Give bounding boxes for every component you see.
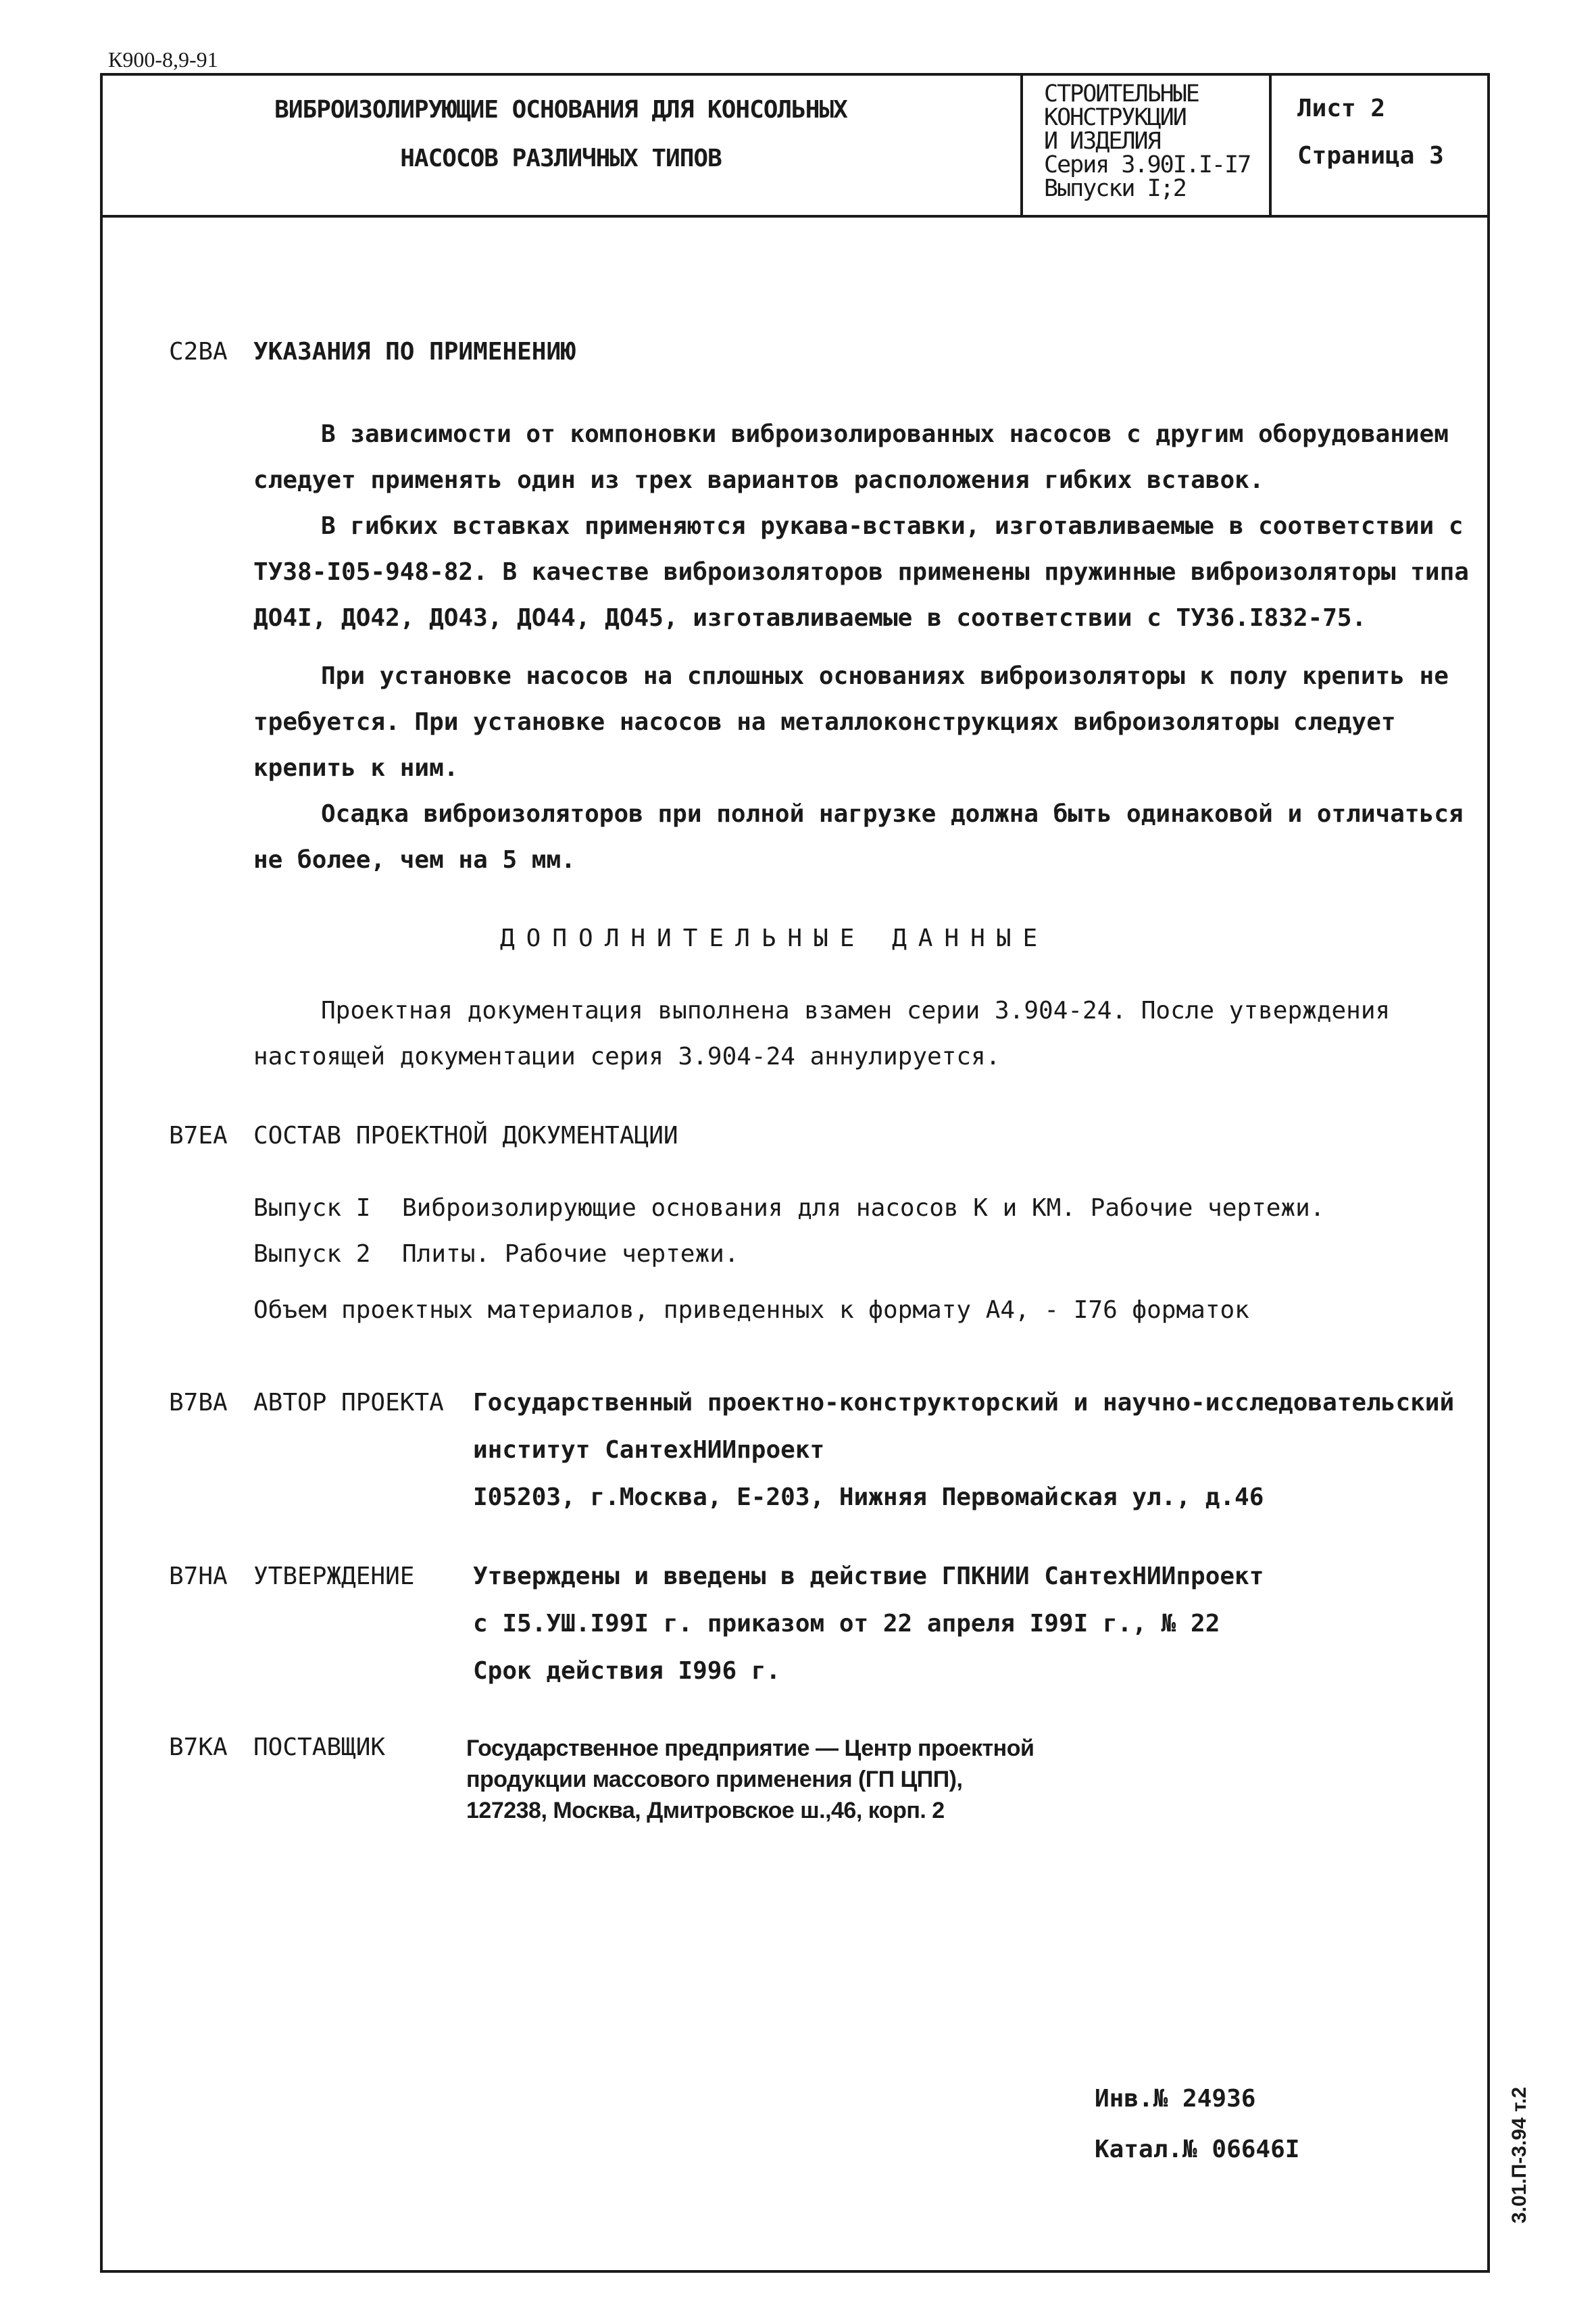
section-code: B7HA (169, 1562, 228, 1590)
series-line: СТРОИТЕЛЬНЫЕ (1044, 80, 1199, 107)
issue-text: Плиты. Рабочие чертежи. (402, 1240, 739, 1268)
series-line: И ИЗДЕЛИЯ (1044, 128, 1160, 155)
section-title-supplier: ПОСТАВЩИК (253, 1733, 386, 1761)
section-code: C2BA (169, 338, 228, 366)
section-title-author: АВТОР ПРОЕКТА (253, 1389, 444, 1417)
approval-text: с I5.УШ.I99I г. приказом от 22 апреля I99I г., № 22 (473, 1610, 1220, 1638)
page-number: Страница 3 (1297, 142, 1444, 170)
section-code: B7EA (169, 1122, 228, 1150)
section-title-approval: УТВЕРЖДЕНИЕ (253, 1562, 415, 1590)
series-block (1044, 82, 1250, 201)
approval-text: Утверждены и введены в действие ГПКНИИ СантехНИИпроект (473, 1562, 1264, 1590)
catalog-number: Катал.№ 06646I (1095, 2136, 1300, 2163)
supplier-address: 127238, Москва, Дмитровское ш.,46, корп. 2 (466, 1798, 945, 1823)
section-title-composition: СОСТАВ ПРОЕКТНОЙ ДОКУМЕНТАЦИИ (253, 1122, 678, 1150)
usage-text: крепить к ним. (253, 754, 459, 782)
inventory-number: Инв.№ 24936 (1095, 2085, 1256, 2113)
author-address: I05203, г.Москва, Е-203, Нижняя Первомайская ул., д.46 (473, 1483, 1264, 1511)
header-divider-left (1020, 73, 1023, 216)
issue-label: Выпуск I (253, 1194, 371, 1222)
usage-text: ДО4I, ДО42, ДО43, ДО44, ДО45, изготавливаемые в соответствии с ТУ36.I832-75. (253, 604, 1367, 632)
usage-text: ТУ38-I05-948-82. В качестве виброизоляторов применены пружинные виброизоляторы типа (253, 558, 1469, 586)
header-divider-right (1269, 73, 1272, 216)
document-title-line-2: НАСОСОВ РАЗЛИЧНЫХ ТИПОВ (400, 145, 722, 172)
author-text: институт СантехНИИпроект (473, 1436, 825, 1464)
volume-text: Объем проектных материалов, приведенных к формату А4, - I76 форматок (253, 1296, 1249, 1324)
header-divider (100, 215, 1490, 218)
issue-label: Выпуск 2 (253, 1240, 371, 1268)
section-code: B7BA (169, 1389, 228, 1417)
series-line: КОНСТРУКЦИИ (1044, 104, 1186, 131)
vertical-stamp: 3.01.П-3.94 т.2 (1508, 2086, 1530, 2223)
usage-text: требуется. При установке насосов на металлоконструкциях виброизоляторы следует (253, 708, 1396, 736)
supplier-text: Государственное предприятие — Центр проектной (466, 1736, 1034, 1761)
section-code: B7KA (169, 1733, 228, 1761)
usage-text: не более, чем на 5 мм. (253, 846, 576, 874)
supplier-text: продукции массового применения (ГП ЦПП), (466, 1767, 963, 1792)
approval-text: Срок действия I996 г. (473, 1657, 781, 1685)
issue-text: Виброизолирующие основания для насосов К и КМ. Рабочие чертежи. (402, 1194, 1325, 1222)
usage-text: следует применять один из трех вариантов расположения гибких вставок. (253, 466, 1264, 494)
usage-text: При установке насосов на сплошных основаниях виброизоляторы к полу крепить не (321, 662, 1449, 690)
series-line: Выпуски I;2 (1044, 175, 1186, 202)
usage-text: В гибких вставках применяются рукава-вставки, изготавливаемые в соответствии с (321, 512, 1464, 540)
sheet-code: К900-8,9-91 (108, 47, 218, 72)
author-text: Государственный проектно-конструкторский и научно-исследовательский (473, 1389, 1455, 1417)
document-title-line-1: ВИБРОИЗОЛИРУЮЩИЕ ОСНОВАНИЯ ДЛЯ КОНСОЛЬНЫХ (274, 96, 847, 124)
series-line: Серия 3.90I.I-I7 (1044, 151, 1251, 178)
additional-text: Проектная документация выполнена взамен серии 3.904-24. После утверждения (321, 997, 1391, 1025)
document-frame (100, 73, 1490, 2273)
additional-text: настоящей документации серия 3.904-24 аннулируется. (253, 1043, 1001, 1070)
section-title-usage: УКАЗАНИЯ ПО ПРИМЕНЕНИЮ (253, 338, 576, 366)
sheet-number: Лист 2 (1297, 95, 1386, 122)
usage-text: Осадка виброизоляторов при полной нагрузке должна быть одинаковой и отличаться (321, 800, 1464, 828)
usage-text: В зависимости от компоновки виброизолированных насосов с другим оборудованием (321, 420, 1449, 448)
section-title-additional: ДОПОЛНИТЕЛЬНЫЕ ДАННЫЕ (500, 925, 1049, 952)
